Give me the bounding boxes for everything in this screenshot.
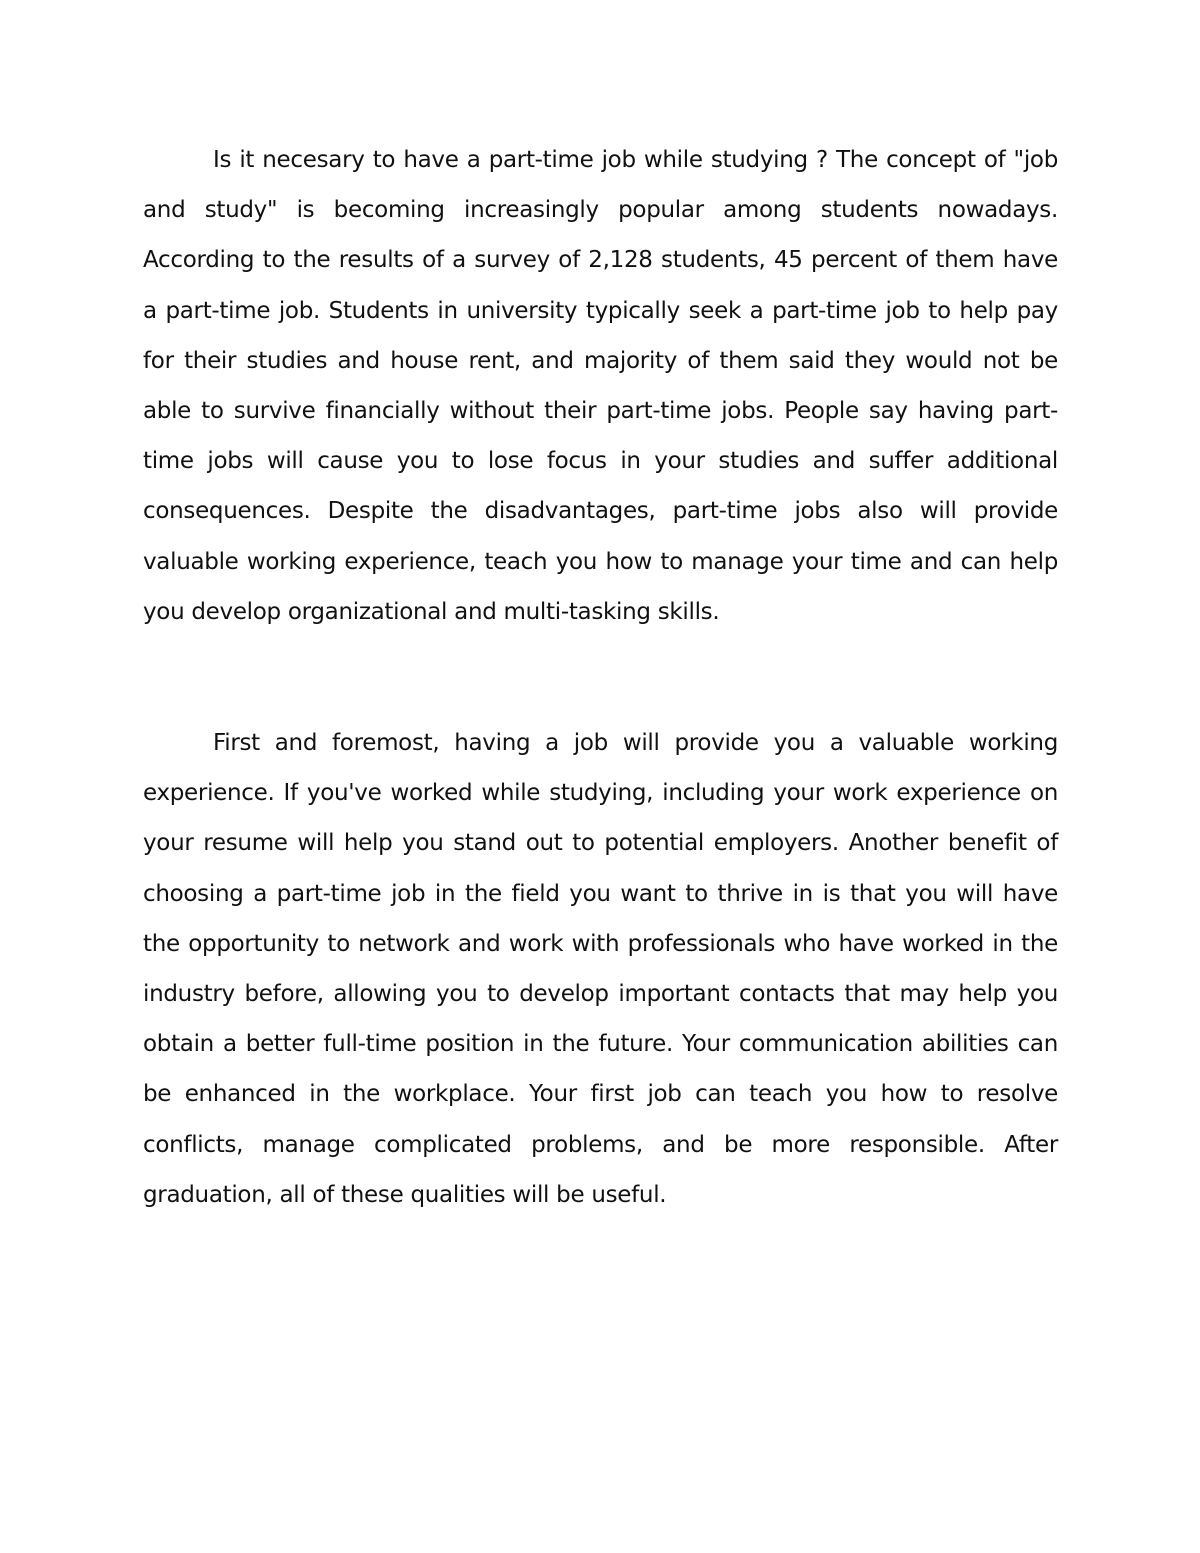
- paragraph-block-1: [143, 135, 1058, 637]
- body-paragraph-1: Is it necesary to have a part-time job while studying ? The concept of "job and study" is becoming increasingly popular among students nowadays. According to the results of a survey of 2,128 students, 45 percent of them have a part-time job. Students in university typically seek a part-time job to help pay for their studies and house rent, and majority of them said they would not be able to survive financially without their part-time jobs. People say having part-time jobs will cause you to lose focus in your studies and suffer additional consequences. Despite the disadvantages, part-time jobs also will provide valuable working experience, teach you how to manage your time and can help you develop organizational and multi-tasking skills.: [143, 147, 1058, 625]
- body-paragraph-2: First and foremost, having a job will provide you a valuable working experience. If you've worked while studying, including your work experience on your resume will help you stand out to potential employers. Another benefit of choosing a part-time job in the field you want to thrive in is that you will have the opportunity to network and work with professionals who have worked in the industry before, allowing you to develop important contacts that may help you obtain a better full-time position in the future. Your communication abilities can be enhanced in the workplace. Your first job can teach you how to resolve conflicts, manage complicated problems, and be more responsible. After graduation, all of these qualities will be useful.: [143, 730, 1058, 1208]
- paragraph-block-2: [143, 718, 1058, 1220]
